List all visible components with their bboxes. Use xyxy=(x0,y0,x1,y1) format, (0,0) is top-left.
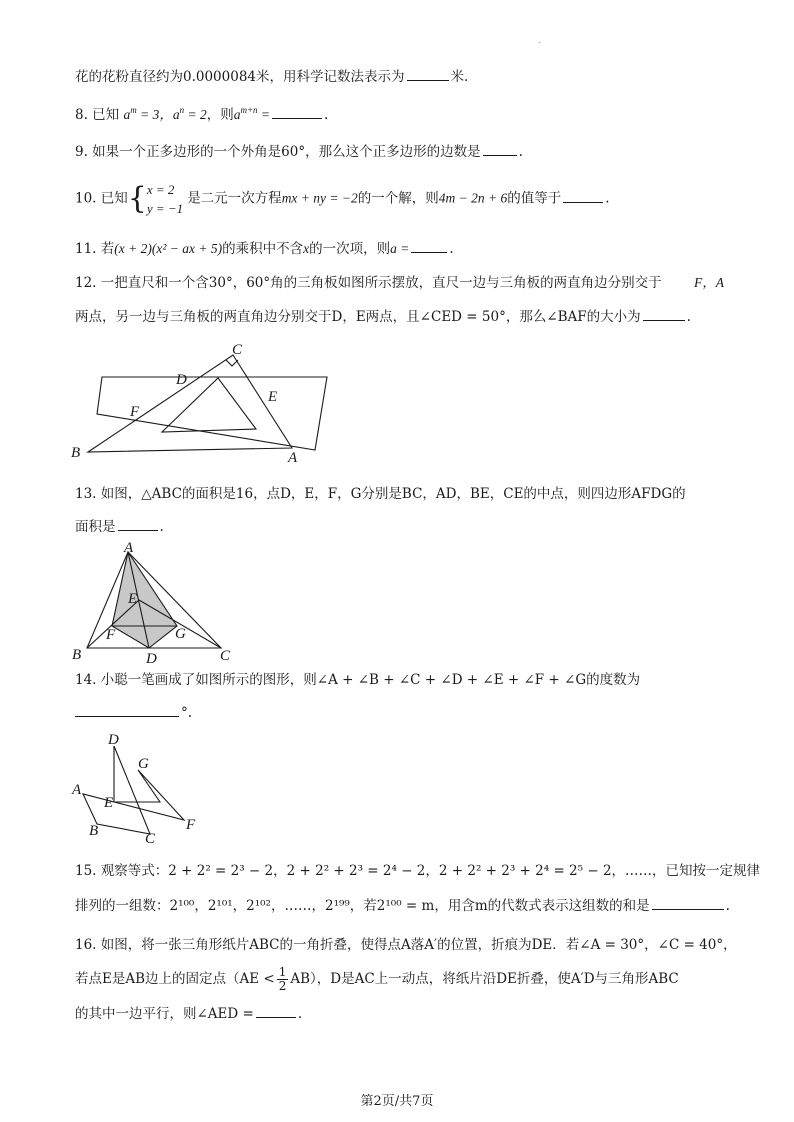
q10-mid: 是二元一次方程 xyxy=(187,190,282,207)
fig13-label-f: F xyxy=(106,627,116,643)
q12-line1-text: 12. 一把直尺和一个含30°，60°角的三角板如图所示摆放，直尺一边与三角板的两直角边分别交于 xyxy=(75,275,662,291)
q15-line1-text: 15. 观察等式：2 + 2² = 2³ − 2，2 + 2² + 2³ = 2⁴ − 2，2 + 2² + 2³ + 2⁴ = 2⁵ − 2，……，已知按一定规律 xyxy=(75,863,761,879)
question-13-line2 xyxy=(75,516,724,537)
q16-line2b: AB），D是AC上一动点，将纸片沿DE折叠，使A′D与三角形ABC xyxy=(290,971,679,987)
q9-end: . xyxy=(518,144,523,160)
question-16-line2 xyxy=(75,964,724,994)
q7-after: 米. xyxy=(450,69,469,85)
fig14-label-c: C xyxy=(145,831,156,846)
q8-answer-blank[interactable] xyxy=(272,104,322,119)
q10-expression: 4m − 2n + 6 xyxy=(438,190,508,206)
q9-text: 9. 如果一个正多边形的一个外角是60°，那么这个正多边形的边数是 xyxy=(75,144,481,160)
q8-condition: $a^m = 3$，$a^n = 2$ xyxy=(123,105,207,122)
q15-answer-blank[interactable] xyxy=(652,895,724,910)
q8-mid: ，则 xyxy=(206,107,234,123)
q13-line1-text: 13. 如图，△ABC的面积是16，点D，E，F，G分别是BC，AD，BE，CE的中点，则四边形AFDG的 xyxy=(75,486,686,502)
fig14-label-a: A xyxy=(72,782,82,798)
q11-mid: 的乘积中不含 xyxy=(222,241,304,257)
fig14-label-b: B xyxy=(89,823,99,839)
q11-end: . xyxy=(449,241,454,257)
fig12-label-b: B xyxy=(71,445,81,461)
q14-line1-text: 14. 小聪一笔画成了如图所示的图形，则∠A + ∠B + ∠C + ∠D + ∠E + ∠F + ∠G的度数为 xyxy=(75,672,641,688)
fig12-label-a: A xyxy=(288,450,298,466)
fig12-label-d: D xyxy=(176,372,187,388)
question-9 xyxy=(75,141,724,162)
q11-answer-blank[interactable] xyxy=(411,238,447,253)
question-15-line1 xyxy=(75,861,761,881)
fig14-label-g: G xyxy=(138,756,149,772)
figure-13-triangle xyxy=(65,538,245,666)
question-12-line1 xyxy=(75,273,724,293)
q10-mid2: 的一个解，则 xyxy=(357,190,439,207)
question-15-line2 xyxy=(75,895,730,916)
q11-var: x xyxy=(303,241,310,256)
q16-answer-blank[interactable] xyxy=(256,1003,296,1018)
fig12-label-f: F xyxy=(130,404,140,420)
q16-line2a: 若点E是AB边上的固定点（AE < xyxy=(75,971,275,987)
q14-end: °. xyxy=(181,705,193,721)
q8-num: 8. 已知 xyxy=(75,107,120,123)
q7-answer-blank[interactable] xyxy=(407,66,449,81)
q16-end: . xyxy=(297,1006,303,1022)
q10-num: 10. 已知 xyxy=(75,190,128,207)
question-7-line xyxy=(75,66,724,87)
fig14-label-f: F xyxy=(186,817,196,833)
fig14-label-e: E xyxy=(104,795,114,811)
fig12-label-c: C xyxy=(232,342,243,358)
question-14-line2 xyxy=(75,702,724,723)
fig14-label-d: D xyxy=(108,732,119,748)
q9-answer-blank[interactable] xyxy=(483,141,517,156)
q11-num: 11. 若 xyxy=(75,241,115,257)
fig13-label-c: C xyxy=(220,648,231,664)
question-14-line1 xyxy=(75,670,724,690)
q15-end: . xyxy=(725,898,730,914)
q10-end: . xyxy=(605,190,610,207)
q11-mid2: 的一次项，则 xyxy=(309,241,391,257)
fig13-label-e: E xyxy=(128,591,138,607)
fig13-label-g: G xyxy=(175,626,186,642)
outer-triangle xyxy=(88,355,292,452)
q8-end: . xyxy=(324,107,329,123)
q13-line2-text: 面积是 xyxy=(75,519,116,535)
q10-equation: mx + ny = −2 xyxy=(281,190,358,206)
q13-answer-blank[interactable] xyxy=(118,516,158,531)
question-16-line1 xyxy=(75,935,737,955)
q13-end: . xyxy=(159,519,164,535)
fig12-label-e: E xyxy=(268,389,278,405)
q11-expression: (x + 2)(x² − ax + 5) xyxy=(114,241,223,256)
q16-line1-text: 16. 如图，将一张三角形纸片ABC的一角折叠，使得点A落A′的位置，折痕为DE．若∠A = 30°，∠C = 40°， xyxy=(75,937,737,953)
question-16-line3 xyxy=(75,1003,724,1024)
star-polyline xyxy=(83,746,184,834)
q12-line2-text: 两点，另一边与三角板的两直角边分别交于D，E两点，且∠CED = 50°，那么∠BAF的大小为 xyxy=(75,309,641,325)
fig13-label-b: B xyxy=(72,647,82,663)
q10-answer-blank[interactable] xyxy=(563,188,603,203)
q15-line2-text: 排列的一组数：2¹⁰⁰，2¹⁰¹，2¹⁰²，……，2¹⁹⁹，若2¹⁰⁰ = m，用含m的代数式表示这组数的和是 xyxy=(75,898,650,914)
fig13-label-a: A xyxy=(124,540,134,556)
q14-answer-blank[interactable] xyxy=(75,702,179,717)
figure-12-ruler-triangle xyxy=(60,335,350,470)
question-12-line2 xyxy=(75,306,724,327)
figure-14-one-stroke xyxy=(65,728,205,846)
fig13-label-d: D xyxy=(146,651,157,666)
q8-target: $a^{m+n}$ = xyxy=(233,105,271,122)
q7-text: 花的花粉直径约为0.0000084米，用科学记数法表示为 xyxy=(75,69,405,85)
q10-mid3: 的值等于 xyxy=(507,190,562,207)
corner-mark: . xyxy=(538,36,541,45)
question-11 xyxy=(75,238,724,259)
q12-end: . xyxy=(686,309,691,325)
q12-line1-end: F，A xyxy=(694,275,724,290)
q12-answer-blank[interactable] xyxy=(643,306,685,321)
q16-fraction: $\frac{1}{2}$ xyxy=(278,965,287,993)
q10-brace: { xyxy=(127,181,147,216)
page-footer: 第2页/共7页 xyxy=(360,1094,434,1109)
q16-line3-text: 的其中一边平行，则∠AED = xyxy=(75,1006,254,1022)
question-13-line1 xyxy=(75,484,724,504)
q11-ans: a = xyxy=(390,241,410,256)
question-8 xyxy=(75,104,724,125)
question-10 xyxy=(75,180,724,216)
q10-system: x = 2 y = −1 xyxy=(146,182,184,216)
